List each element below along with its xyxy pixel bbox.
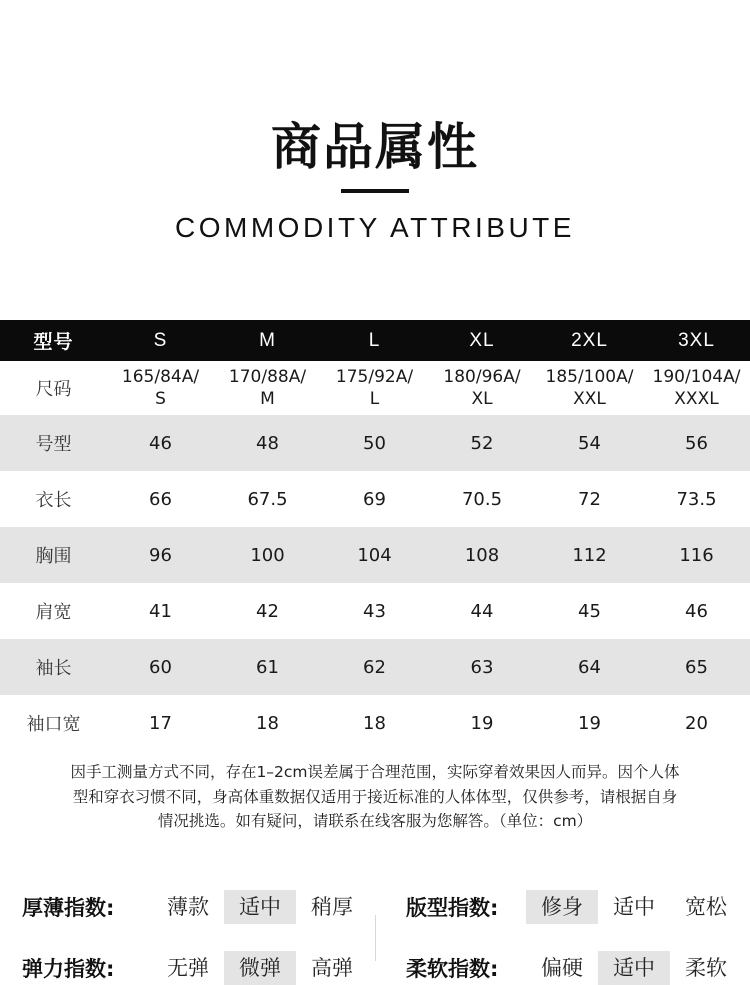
table-cell: 66 [149, 488, 172, 510]
size-table [0, 320, 750, 751]
index-thickness [22, 890, 368, 924]
index-option: 偏硬 [541, 956, 583, 980]
index-option: 适中 [613, 895, 655, 919]
row-label: 衣长 [35, 490, 72, 511]
index-option: 稍厚 [311, 895, 353, 919]
note-line: 型和穿衣习惯不同，身高体重数据仅适用于接近标准的人体体型，仅供参考，请根据自身 [72, 787, 678, 806]
table-cell: 175/92A/ L [335, 367, 414, 409]
table-cell: 54 [578, 432, 601, 454]
table-row [0, 471, 750, 527]
table-cell: 17 [149, 712, 172, 734]
table-cell: 19 [470, 712, 494, 734]
table-cell: 116 [679, 544, 714, 566]
table-cell: 42 [256, 600, 279, 622]
table-cell: 108 [464, 544, 500, 566]
table-cell: 19 [578, 712, 601, 734]
table-cell: 104 [357, 544, 392, 566]
index-title: 弹力指数: [22, 957, 115, 981]
table-cell: 60 [149, 656, 172, 678]
table-cell: 52 [470, 432, 494, 454]
column-header-model: 型号 [33, 332, 74, 353]
row-label: 袖口宽 [26, 714, 81, 735]
table-cell: 96 [149, 544, 172, 566]
table-cell: 72 [578, 488, 601, 510]
size-table-header [0, 320, 750, 361]
index-fit [406, 890, 742, 924]
index-option: 适中 [598, 951, 670, 985]
column-header-size: M [259, 329, 276, 351]
table-cell: 41 [149, 600, 172, 622]
table-cell: 46 [149, 432, 172, 454]
index-option: 柔软 [685, 956, 727, 980]
table-cell: 190/104A/ XXXL [652, 367, 741, 409]
table-cell: 69 [363, 488, 386, 510]
note-line: 因手工测量方式不同，存在1–2cm误差属于合理范围，实际穿着效果因人而异。因个人体 [70, 763, 680, 781]
index-option: 宽松 [685, 895, 727, 919]
index-option: 修身 [526, 890, 598, 924]
table-cell: 63 [470, 656, 494, 678]
table-cell: 170/88A/ M [228, 367, 307, 409]
index-option: 薄款 [167, 895, 209, 919]
table-row [0, 583, 750, 639]
table-cell: 20 [685, 712, 708, 734]
column-header-size: XL [469, 329, 495, 351]
index-option: 微弹 [224, 951, 296, 985]
index-option: 无弹 [167, 956, 209, 980]
table-cell: 44 [470, 600, 494, 622]
row-label: 尺码 [35, 379, 72, 400]
index-softness [406, 951, 742, 985]
index-option: 高弹 [311, 956, 353, 980]
table-cell: 73.5 [676, 488, 717, 510]
table-cell: 48 [256, 432, 279, 454]
table-cell: 70.5 [461, 488, 503, 510]
note-line: 情况挑选。如有疑问，请联系在线客服为您解答。（单位：cm） [157, 812, 593, 830]
column-header-size: 2XL [571, 329, 608, 351]
index-title: 柔软指数: [406, 957, 499, 981]
page-subtitle: COMMODITY ATTRIBUTE [175, 212, 575, 243]
table-cell: 62 [363, 656, 386, 678]
column-header-size: L [368, 329, 381, 351]
row-label: 袖长 [35, 658, 72, 679]
table-cell: 64 [578, 656, 601, 678]
measurement-note [20, 760, 730, 834]
index-option: 适中 [224, 890, 296, 924]
table-cell: 56 [685, 432, 708, 454]
table-cell: 67.5 [247, 488, 288, 510]
table-cell: 43 [363, 600, 386, 622]
table-row [0, 639, 750, 695]
table-cell: 45 [578, 600, 601, 622]
table-cell: 18 [363, 712, 386, 734]
column-header-size: 3XL [678, 329, 715, 351]
table-cell: 112 [572, 544, 607, 566]
row-label: 胸围 [35, 546, 72, 567]
table-cell: 165/84A/ S [121, 367, 200, 409]
index-title: 版型指数: [406, 896, 499, 920]
column-header-size: S [153, 329, 168, 351]
table-cell: 50 [363, 432, 386, 454]
table-cell: 61 [256, 656, 279, 678]
row-label: 号型 [35, 434, 72, 455]
table-cell: 18 [256, 712, 279, 734]
page-title: 商品属性 [271, 118, 479, 176]
index-title: 厚薄指数: [22, 896, 115, 920]
index-elasticity [22, 951, 368, 985]
table-row [0, 415, 750, 471]
table-cell: 65 [685, 656, 708, 678]
table-row [0, 361, 750, 415]
table-cell: 185/100A/ XXL [545, 367, 634, 409]
index-divider [375, 915, 376, 961]
row-label: 肩宽 [35, 602, 72, 623]
table-row [0, 695, 750, 751]
table-cell: 46 [685, 600, 708, 622]
table-cell: 100 [250, 544, 285, 566]
table-cell: 180/96A/ XL [443, 367, 521, 409]
title-divider [341, 189, 409, 193]
table-row [0, 527, 750, 583]
